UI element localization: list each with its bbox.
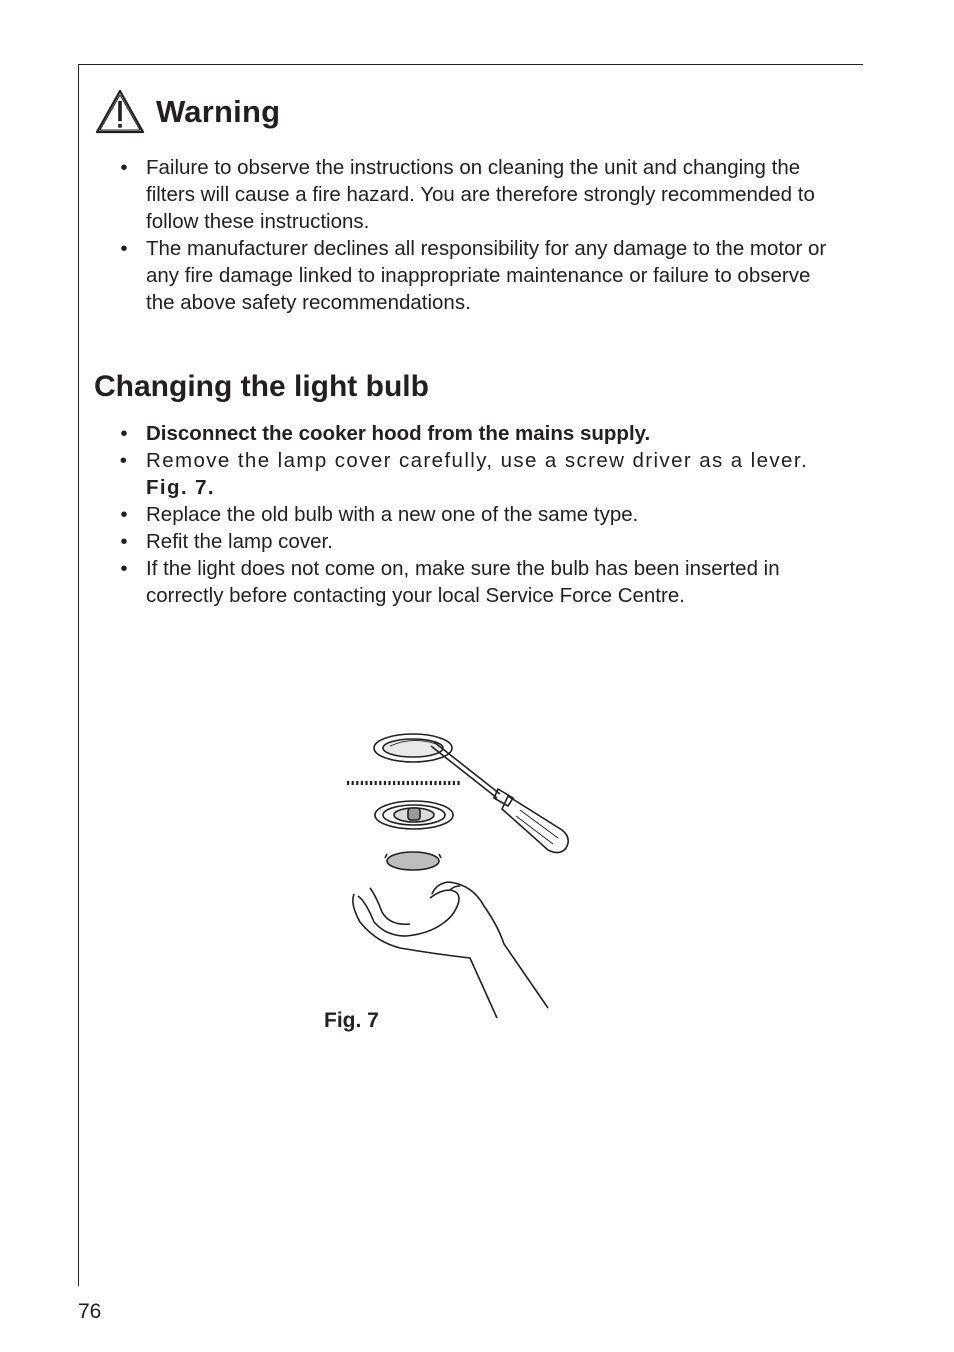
- list-item-text: Disconnect the cooker hood from the mains supply.: [146, 422, 651, 445]
- list-item: [118, 528, 838, 555]
- bulb-steps-list: [118, 420, 838, 609]
- bullet-glyph: •: [119, 449, 129, 472]
- bullet-glyph: •: [120, 530, 128, 553]
- lamp-cover-image: [374, 734, 452, 762]
- screwdriver-icon: [431, 742, 568, 853]
- list-item-text: Failure to observe the instructions on cleaning the unit and changing the filters will cause a fire hazard. You are therefore strongly recommended to follow these instructions.: [146, 156, 815, 233]
- warning-list: [118, 154, 838, 316]
- list-item: [118, 501, 838, 528]
- bulb-image: [385, 852, 441, 870]
- list-item-text: Replace the old bulb with a new one of the same type.: [146, 503, 639, 526]
- list-item-text: If the light does not come on, make sure the bulb has been inserted in correctly before contacting your local Service Force Centre.: [146, 557, 780, 607]
- warning-triangle-icon: [94, 87, 146, 137]
- list-item: [118, 235, 838, 316]
- list-item: [118, 555, 838, 609]
- bullet-glyph: •: [120, 422, 128, 445]
- page-number: 76: [78, 1300, 102, 1323]
- list-item-text: Refit the lamp cover.: [146, 530, 333, 553]
- lamp-holder-image: [375, 801, 453, 829]
- lamp-cover-illustration: [330, 726, 580, 1026]
- list-item-text: The manufacturer declines all responsibility for any damage to the motor or any fire damage linked to inappropriate maintenance or failure to observe the above safety recommendations.: [146, 237, 827, 314]
- hand-image: [353, 882, 548, 1018]
- section-title: Changing the light bulb: [94, 370, 429, 403]
- figure-caption: Fig. 7: [324, 1009, 379, 1032]
- page-frame-left-rule: [78, 64, 79, 1286]
- list-item: [118, 447, 838, 501]
- bullet-glyph: •: [120, 156, 128, 179]
- bullet-glyph: •: [120, 237, 128, 260]
- page-frame-top-rule: [78, 64, 863, 65]
- warning-heading: [94, 86, 280, 138]
- list-item: [118, 154, 838, 235]
- warning-title: Warning: [156, 94, 281, 129]
- bullet-glyph: •: [120, 503, 128, 526]
- bullet-glyph: •: [120, 557, 128, 580]
- list-item: [118, 420, 838, 447]
- list-item-text: Remove the lamp cover carefully, use a screw driver as a lever.: [146, 449, 809, 472]
- figure-reference: Fig. 7.: [146, 476, 216, 499]
